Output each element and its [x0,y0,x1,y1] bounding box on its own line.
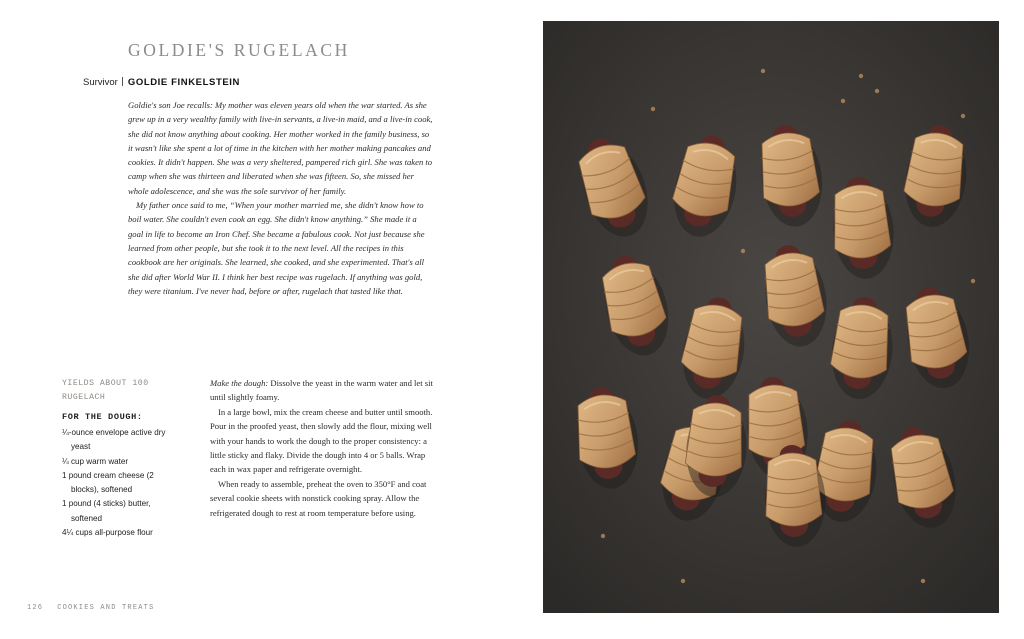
photo-canvas [543,21,999,613]
ingredient-list [62,426,182,540]
story-paragraph-2: My father once said to me, “When your mother married me, she didn't know how to boil water. She couldn't even cook an egg. She didn't know anything.” She made it a goal in life to become an Iron Chef. She became a fabulous cook. Not just because she learned from other people, but she took it to the next level. All the recipes in this cookbook are her originals. She learned, she cooked, and she experimented. That's all she did after World War II. I think her best recipe was rugelach. If anything was gold, they were titanium. I've never had, before or after, rugelach that tasted like that. [128,200,425,296]
recipe-yield: YIELDS ABOUT 100 RUGELACH [62,379,149,402]
crumb [921,579,925,583]
ingredient-item: 1 pound (4 sticks) butter, softened [62,499,151,523]
crumb [971,279,975,283]
story-paragraph-1: Goldie's son Joe recalls: My mother was eleven years old when the war started. As she grew up in a very wealthy family with live-in servants, a live-in maid, and a live-in cook, she did not know anything about cooking. Her mother worked in the family business, so it wasn't like she spent a lot of time in the kitchen with her mother making pancakes and cookies. It didn't happen. She was a very sheltered, pampered rich girl. She was taken to camp when she was thirteen and liberated when she was fifteen. So, she missed her whole adolescence, and she was the sole survivor of her family. [128,100,433,196]
method-step-1 [210,376,442,405]
crumb [859,74,863,78]
crumb [875,89,879,93]
crumb [841,99,845,103]
survivor-divider [122,77,123,86]
crumb [681,579,685,583]
method-steps [210,376,442,520]
crumb [651,107,655,111]
dough-heading: FOR THE DOUGH: [62,412,143,422]
recipe-title: GOLDIE'S RUGELACH [128,40,350,60]
survivor-name: GOLDIE FINKELSTEIN [127,77,240,88]
crumb [601,534,605,538]
ingredient-item: 1 pound cream cheese (2 blocks), softened [62,470,154,495]
crumb [741,249,745,253]
survivor-line [83,77,240,88]
ingredient-item: ¼ cup warm water [62,456,129,466]
method-step-3: When ready to assemble, preheat the oven to 350°F and coat several cookie sheets with nonstick cooking spray. Allow the refrigerated dough to rest at room temperature before using. [210,478,427,518]
survivor-story [128,98,433,298]
crumb [761,69,765,73]
method-step-2: In a large bowl, mix the cream cheese and butter until smooth. Pour in the proofed yeast, then slowly add the flour, mixing well with your hands to work the dough to the proper consistency: a little sticky and flaky. Divide the dough into 4 or 5 balls. Wrap each in wax paper and refrigerate overnight. [210,406,433,475]
page-number: 126 [27,604,44,612]
ingredient-item: ¼-ounce envelope active dry yeast [62,428,166,452]
crumb [961,114,965,118]
page-footer [27,604,154,612]
survivor-label: Survivor [83,77,118,88]
rugelach-photo [543,21,999,613]
ingredient-item: 4¼ cups all-purpose flour [62,528,153,538]
section-name: COOKIES AND TREATS [57,604,155,612]
step-label: Make the dough: [210,378,269,388]
step-text: Dissolve the yeast in the warm water and let sit until slightly foamy. [210,378,433,403]
